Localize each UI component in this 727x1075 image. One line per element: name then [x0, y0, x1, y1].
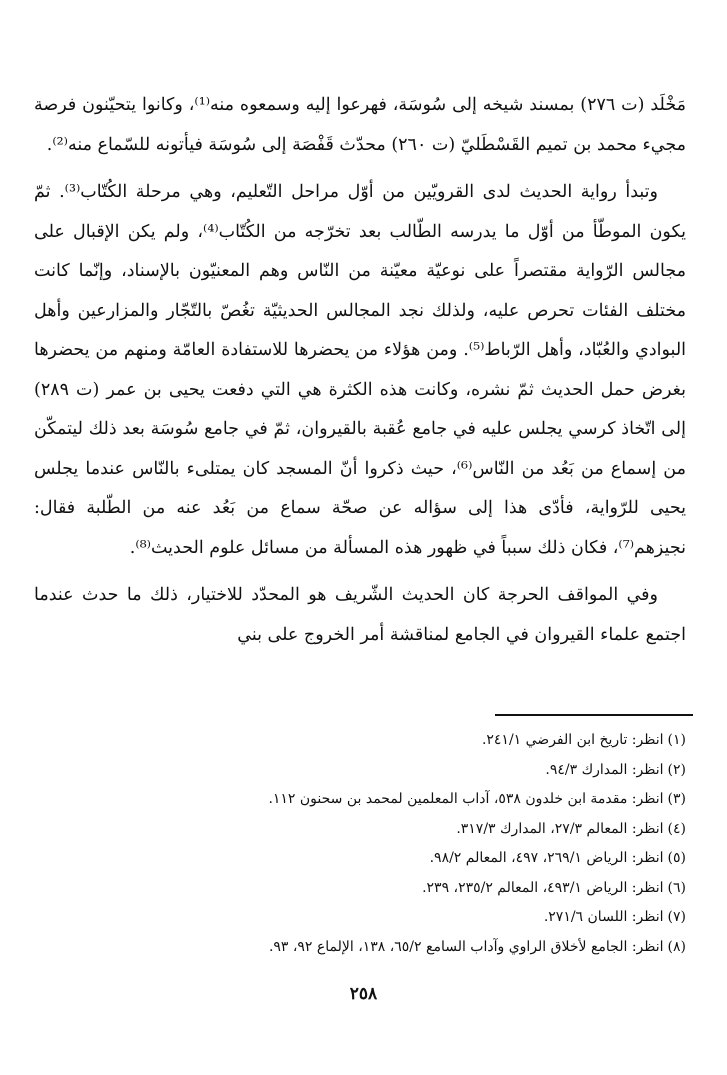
footnote-4: [34, 815, 686, 845]
paragraph-3: وفي المواقف الحرجة كان الحديث الشّريف هو المحدّد للاختيار، ذلك ما حدث عندما اجتمع علماء القيروان في الجامع لمناقشة أمر الخروج على بني: [34, 585, 686, 645]
footnote-number: (٣): [667, 791, 686, 807]
footnote-text: انظر: الجامع لأخلاق الراوي وآداب السامع ٦٥/٢، ١٣٨، الإلماع ٩٢، ٩٣.: [268, 938, 664, 955]
footnote-text: انظر: تاريخ ابن الفرضي ٢٤١/١.: [481, 732, 664, 748]
paragraph-1: مَخْلَد (ت ٢٧٦) بمسند شيخه إلى سُوسَة، فهرعوا إليه وسمعوه منه⁽¹⁾، وكانوا يتحيّنون فرصة مجيء محمد بن تميم القَسْطَليّ (ت ٢٦٠) محدّث قَفْصَة إلى سُوسَة فيأتونه للسّماع منه⁽²⁾.: [34, 95, 687, 155]
footnote-number: (٦): [667, 879, 686, 896]
footnote-number: (١): [667, 732, 686, 748]
footnote-8: [34, 933, 686, 963]
footnote-text: انظر: الرياض ٢٦٩/١، ٤٩٧، المعالم ٩٨/٢.: [429, 850, 664, 866]
paragraph-2: وتبدأ رواية الحديث لدى القرويّين من أوّل مراحل التّعليم، وهي مرحلة الكُتّاب⁽³⁾. ثمّ يكون الموطّأ من أوّل ما يدرسه الطّالب بعد تخرّجه من الكُتّاب⁽⁴⁾، ولم يكن الإقبال على مجالس الرّواية مقتصراً على نوعيّة معيّنة من النّاس وهم المعنيّون بالإسناد، وإنّما كانت مختلف الفئات تحرص عليه، ولذلك نجد المجالس الحديثيّة تغُصّ بالتّجّار والمزارعين وأهل البوادي والعُبّاد، وأهل الرّباط⁽⁵⁾. ومن هؤلاء من يحضرها للاستفادة العامّة ومنهم من يحضرها بغرض حمل الحديث ثمّ نشره، وكانت هذه الكثرة هي التي دفعت يحيى بن عمر (ت ٢٨٩) إلى اتّخاذ كرسي يجلس عليه في جامع عُقبة بالقيروان، ثمّ في جامع سُوسَة بعد ذلك ليتمكّن من إسماع من بَعُد من النّاس⁽⁶⁾، حيث ذكروا أنّ المسجد كان يمتلىء بالنّاس عندما يجلس يحيى للرّواية، فأدّى هذا إلى سؤاله عن صحّة سماع من بَعُد عنه من الطّلبة فقال: نجيزهم⁽⁷⁾، فكان ذلك سبباً في ظهور هذه المسألة من مسائل علوم الحديث⁽⁸⁾.: [34, 182, 687, 558]
footnote-number: (٥): [667, 850, 686, 866]
footnote-6: [34, 874, 686, 904]
footnote-number: (٧): [667, 909, 686, 925]
footnote-text: انظر: المعالم ٢٧/٣، المدارك ٣١٧/٣.: [456, 820, 664, 837]
footnote-text: انظر: اللسان ٢٧١/٦.: [543, 909, 664, 925]
footnote-separator: [495, 714, 693, 716]
footnote-1: [34, 726, 686, 756]
footnote-number: (٢): [667, 761, 686, 778]
footnote-3: [34, 785, 686, 815]
footnote-number: (٤): [667, 820, 686, 837]
footnotes-list: [34, 726, 686, 962]
footnote-number: (٨): [667, 938, 686, 955]
page-number: ٢٥٨: [349, 984, 378, 1004]
main-text: [34, 86, 686, 655]
footnote-2: [34, 756, 686, 786]
footnote-text: انظر: المدارك ٩٤/٣.: [545, 761, 664, 778]
footnote-5: [34, 844, 686, 874]
footnote-text: انظر: الرياض ٤٩٣/١، المعالم ٢٣٥/٢، ٢٣٩.: [422, 879, 664, 896]
footnote-7: [34, 903, 686, 933]
footnote-text: انظر: مقدمة ابن خلدون ٥٣٨، آداب المعلمين لمحمد بن سحنون ١١٢.: [268, 791, 664, 807]
